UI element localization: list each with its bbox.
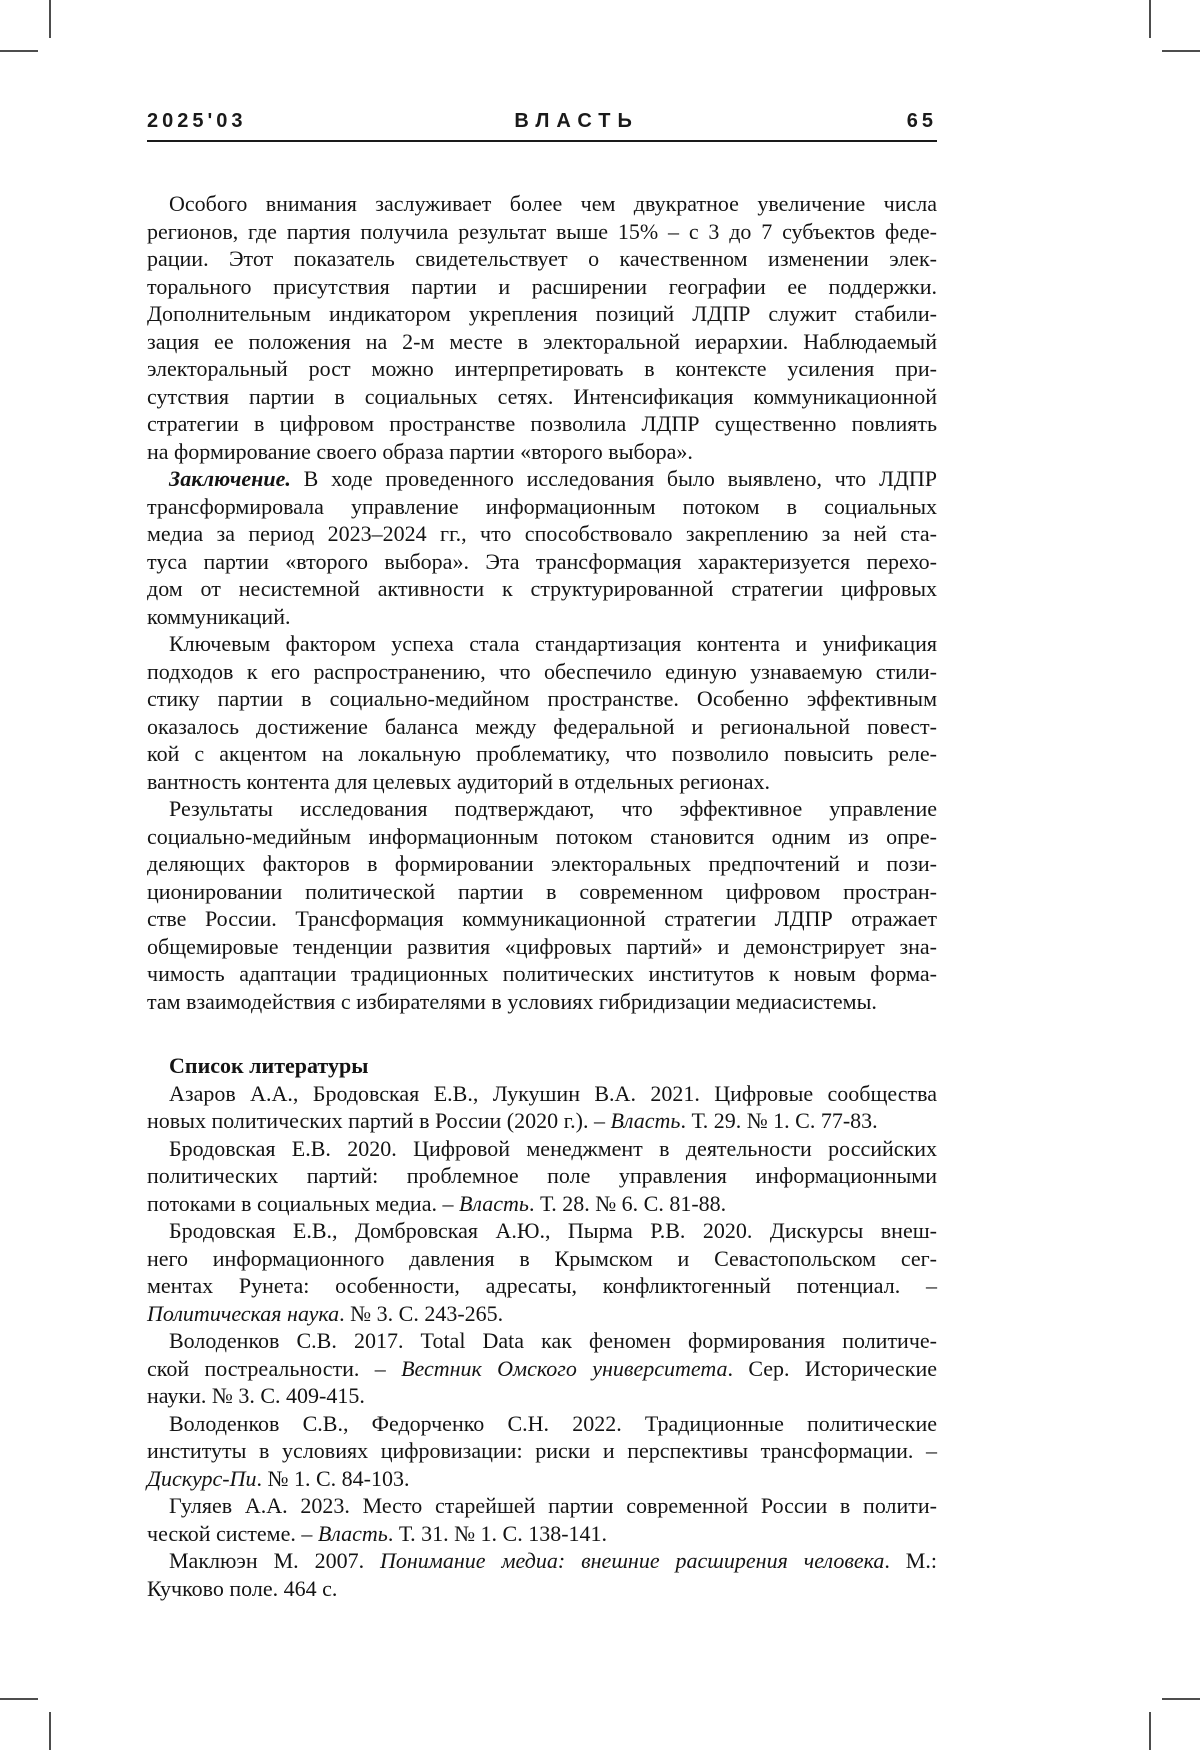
article-paragraph (147, 630, 937, 795)
text-line: ской постреальности. – Вестник Омского университета. Сер. Исторические (147, 1355, 938, 1381)
text-line: Бродовская Е.В., Домбровская А.Ю., Пырма Р.В. 2020. Дискурсы внеш- (169, 1218, 937, 1243)
text-line: Дискурс-Пи. № 1. С. 84-103. (147, 1465, 410, 1491)
article-body (147, 190, 937, 1015)
text-line: подходов к его распространению, что обеспечило единую узнаваемую стили- (147, 658, 937, 684)
text-line: Ключевым фактором успеха стала стандартизация контента и унификация (169, 631, 937, 656)
text-line: Политическая наука. № 3. С. 243-265. (147, 1300, 504, 1326)
reference-item (147, 1410, 937, 1493)
text-line: общемировые тенденции развития «цифровых партий» и демонстрирует зна- (147, 933, 937, 959)
text-line: стику партии в социально-медийном пространстве. Особенно эффективным (147, 686, 937, 711)
text-line: ческой системе. – Власть. Т. 31. № 1. С. 138-141. (147, 1520, 608, 1546)
crop-mark-top-left-horizontal (0, 50, 38, 52)
text-line: Маклюэн М. 2007. Понимание медиа: внешние расширения человека. М.: (169, 1548, 937, 1573)
text-line: трансформировала управление информационным потоком в социальных (147, 493, 937, 519)
reference-item (147, 1080, 937, 1135)
text-line: институты в условиях цифровизации: риски и перспективы трансформации. – (147, 1438, 937, 1463)
crop-mark-bottom-left-vertical (49, 1712, 51, 1750)
text-line: там взаимодействия с избирателями в условиях гибридизации медиасистемы. (147, 988, 877, 1014)
article-paragraph (147, 465, 937, 630)
text-line: Азаров А.А., Бродовская Е.В., Лукушин В.А. 2021. Цифровые сообщества (169, 1080, 937, 1106)
text-line: электоральный рост можно интерпретировать в контексте усиления при- (147, 356, 937, 381)
crop-mark-top-right-vertical (1149, 0, 1151, 38)
text-line: чимость адаптации традиционных политических институтов к новым форма- (147, 961, 937, 986)
text-line: Результаты исследования подтверждают, что эффективное управление (169, 796, 937, 821)
text-line: Кучково поле. 464 с. (147, 1575, 338, 1601)
text-line: ментах Рунета: особенности, адресаты, конфликтогенный потенциал. – (147, 1273, 937, 1298)
article-text-block (147, 190, 937, 1602)
text-line: науки. № 3. С. 409-415. (147, 1383, 365, 1408)
text-line: сутствия партии в социальных сетях. Интенсификация коммуникационной (147, 383, 937, 409)
reference-item (147, 1135, 937, 1218)
text-line: социально-медийным информационным потоком становится одним из опре- (147, 823, 937, 849)
reference-item (147, 1217, 937, 1327)
text-line: Гуляев А.А. 2023. Место старейшей партии современной России в полити- (169, 1493, 937, 1518)
text-line: дом от несистемной активности к структурированной стратегии цифровых (147, 576, 937, 601)
header-rule (147, 140, 937, 142)
page-header (147, 110, 937, 133)
reference-item (147, 1547, 937, 1602)
reference-item (147, 1492, 937, 1547)
article-paragraph (147, 795, 937, 1015)
text-line: на формирование своего образа партии «второго выбора». (147, 438, 693, 464)
page-number: 65 (906, 110, 937, 132)
text-line: деляющих факторов в формировании электоральных предпочтений и пози- (147, 851, 937, 876)
text-line: Володенков С.В. 2017. Total Data как феномен формирования политиче- (169, 1328, 937, 1353)
text-line: кой с акцентом на локальную проблематику, что позволило повысить реле- (147, 741, 937, 766)
references-heading: Список литературы (169, 1053, 369, 1078)
text-line: стратегии в цифровом пространстве позволила ЛДПР существенно повлиять (147, 411, 937, 436)
text-line: туса партии «второго выбора». Эта трансформация характеризуется перехо- (147, 548, 937, 574)
text-line: Бродовская Е.В. 2020. Цифровой менеджмент в деятельности российских (169, 1135, 937, 1161)
text-line: Заключение. В ходе проведенного исследования было выявлено, что ЛДПР (169, 466, 937, 491)
text-line: вантность контента для целевых аудиторий в отдельных регионах. (147, 768, 771, 794)
references-list (147, 1080, 937, 1603)
crop-mark-top-right-horizontal (1162, 50, 1200, 52)
text-line: Дополнительным индикатором укрепления позиций ЛДПР служит стабили- (147, 301, 937, 326)
text-line: Особого внимания заслуживает более чем двукратное увеличение числа (169, 191, 937, 216)
text-line: рации. Этот показатель свидетельствует о качественном изменении элек- (147, 246, 937, 271)
text-line: Володенков С.В., Федорченко С.Н. 2022. Традиционные политические (169, 1410, 937, 1436)
text-line: него информационного давления в Крымском и Севастопольском сег- (147, 1245, 937, 1271)
article-paragraph (147, 190, 937, 465)
journal-title: ВЛАСТЬ (514, 110, 639, 132)
text-line: торального присутствия партии и расширении географии ее поддержки. (147, 273, 937, 299)
text-line: стве России. Трансформация коммуникационной стратегии ЛДПР отражает (147, 906, 937, 931)
text-line: потоками в социальных медиа. – Власть. Т. 28. № 6. С. 81-88. (147, 1190, 727, 1216)
text-line: коммуникаций. (147, 603, 291, 629)
text-line: ционировании политической партии в современном цифровом простран- (147, 878, 937, 904)
crop-mark-bottom-right-horizontal (1162, 1698, 1200, 1700)
crop-mark-bottom-right-vertical (1149, 1712, 1151, 1750)
issue-label: 2025'03 (147, 110, 247, 132)
text-line: медиа за период 2023–2024 гг., что способствовало закреплению за ней ста- (147, 521, 937, 546)
text-line: оказалось достижение баланса между федеральной и региональной повест- (147, 713, 937, 739)
crop-mark-bottom-left-horizontal (0, 1698, 38, 1700)
crop-mark-top-left-vertical (49, 0, 51, 38)
text-line: регионов, где партия получила результат выше 15% – с 3 до 7 субъектов феде- (147, 218, 937, 244)
reference-item (147, 1327, 937, 1410)
text-line: зация ее положения на 2-м месте в электоральной иерархии. Наблюдаемый (147, 328, 937, 354)
text-line: политических партий: проблемное поле управления информационными (147, 1163, 937, 1188)
text-line: новых политических партий в России (2020 г.). – Власть. Т. 29. № 1. С. 77-83. (147, 1108, 878, 1133)
